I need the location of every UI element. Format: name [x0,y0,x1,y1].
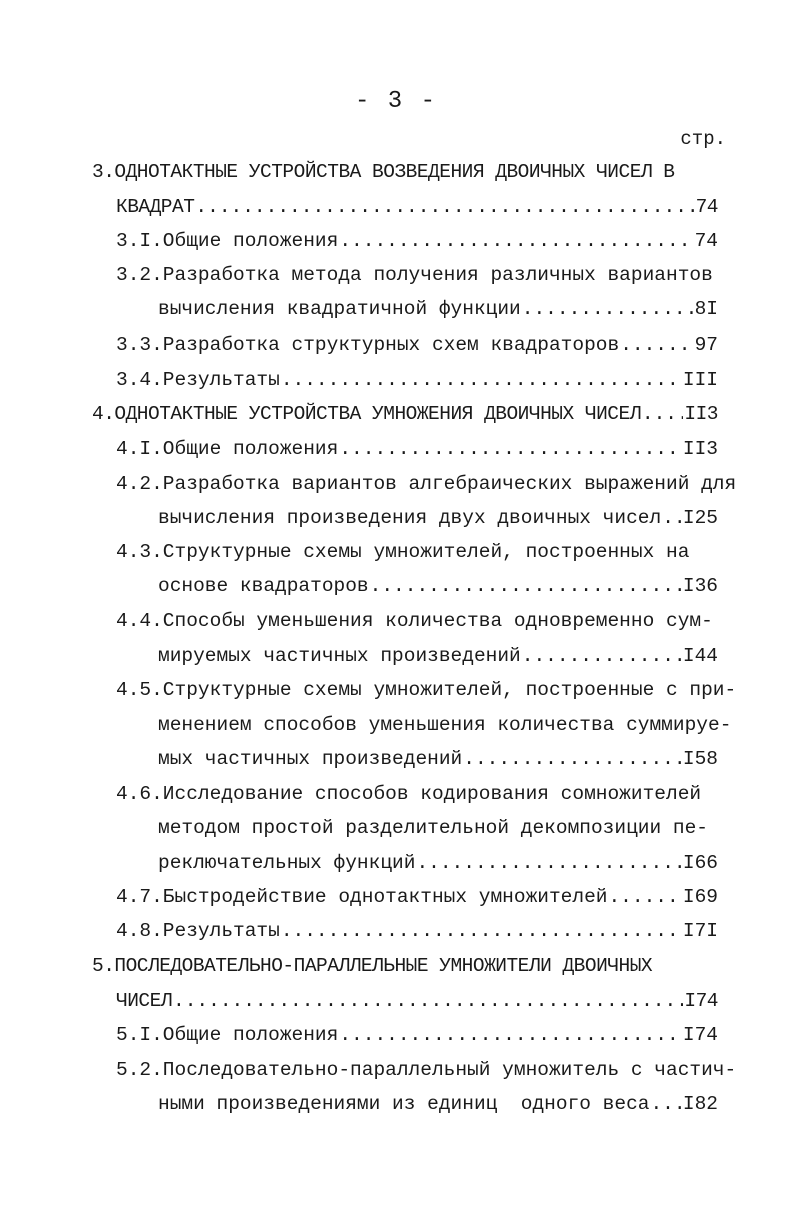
dot-leader [339,1023,682,1047]
toc-text: менением способов уменьшения количества суммируе- [158,714,732,736]
toc-section-4-6-line-2 [158,816,708,840]
toc-section-4-5-line-2 [158,713,731,737]
dot-leader [173,989,683,1013]
toc-page-number: 74 [695,196,718,218]
toc-section-3-2-line-2 [158,297,718,321]
toc-text: 3.2.Разработка метода получения различных вариантов [116,264,713,286]
dot-leader [642,402,683,426]
toc-chapter-3-title-line-1 [92,160,675,184]
toc-page-number: I74 [682,1024,718,1046]
toc-section-5-2-line-2 [158,1092,718,1116]
toc-text: вычисления квадратичной функции [158,298,521,320]
toc-section-4-6-line-3 [158,851,718,875]
toc-text: 3.4.Результаты [116,369,280,391]
toc-page-number: I44 [682,645,718,667]
toc-page-number: II3 [682,438,718,460]
toc-page-number: III [682,369,718,391]
toc-text: 4.7.Быстродействие однотактных умножителей [116,886,608,908]
toc-section-4-1 [116,437,718,461]
toc-page-number: I7I [682,920,718,942]
dot-leader [281,368,682,392]
toc-text: 4.5.Структурные схемы умножителей, построенные с при- [116,679,737,701]
dot-leader [195,195,694,219]
toc-text: ными произведениями из единиц одного веса [158,1093,650,1115]
toc-section-4-3-line-1 [116,540,689,564]
toc-text: 4.I.Общие положения [116,438,339,460]
dot-leader [339,437,682,461]
dot-leader [522,297,694,321]
toc-page-number: 97 [694,334,718,356]
toc-text: 4.3.Структурные схемы умножителей, построенных на [116,541,690,563]
toc-section-3-3 [116,333,718,357]
toc-section-3-1 [116,229,718,253]
toc-text: 4.4.Способы уменьшения количества одновременно сум- [116,610,713,632]
toc-section-4-5-line-1 [116,678,736,702]
toc-chapter-3-title-line-2 [116,195,718,219]
toc-page-number: I66 [682,852,718,874]
dot-leader [463,747,682,771]
toc-text: 5.2.Последовательно-параллельный умножитель с частич- [116,1059,737,1081]
toc-page-number: 74 [694,230,718,252]
toc-section-4-4-line-1 [116,609,713,633]
toc-text: ЧИСЕЛ [116,990,173,1012]
dot-leader [620,333,693,357]
toc-text: 5.I.Общие положения [116,1024,339,1046]
toc-chapter-4-title [92,402,718,426]
toc-page-number: 8I [694,298,718,320]
toc-page-number: I36 [682,575,718,597]
toc-text: реключательных функций [158,852,416,874]
dot-leader [522,644,682,668]
toc-chapter-5-title-line-2 [116,989,718,1013]
toc-text: 4.ОДНОТАКТНЫЕ УСТРОЙСТВА УМНОЖЕНИЯ ДВОИЧНЫХ ЧИСЕЛ [92,403,641,425]
toc-page-number: I25 [682,507,718,529]
toc-chapter-5-title-line-1 [92,954,652,978]
toc-section-3-2-line-1 [116,263,713,287]
toc-section-4-5-line-3 [158,747,718,771]
toc-text: 3.3.Разработка структурных схем квадраторов [116,334,620,356]
toc-section-4-7 [116,885,718,909]
toc-page-number: I69 [682,886,718,908]
toc-text: 3.I.Общие положения [116,230,339,252]
page-column-label: стр. [680,128,726,150]
page-number: - 3 - [354,88,437,115]
toc-text: КВАДРАТ [116,196,195,218]
dot-leader [339,229,693,253]
dot-leader [662,506,682,530]
toc-section-4-3-line-2 [158,574,718,598]
toc-page-number: II3 [684,403,718,425]
toc-page-number: I58 [682,748,718,770]
toc-text: методом простой разделительной декомпозиции пе- [158,817,708,839]
toc-text: основе квадраторов [158,575,369,597]
toc-text: 4.8.Результаты [116,920,280,942]
toc-text: вычисления произведения двух двоичных чисел [158,507,662,529]
toc-section-3-4 [116,368,718,392]
dot-leader [650,1092,681,1116]
toc-text: 3.ОДНОТАКТНЫЕ УСТРОЙСТВА ВОЗВЕДЕНИЯ ДВОИЧНЫХ ЧИСЕЛ В [92,161,675,183]
toc-text: 5.ПОСЛЕДОВАТЕЛЬНО-ПАРАЛЛЕЛЬНЫЕ УМНОЖИТЕЛИ ДВОИЧНЫХ [92,955,653,977]
dot-leader [608,885,681,909]
dot-leader [370,574,682,598]
toc-page-number: I74 [684,990,718,1012]
toc-section-4-4-line-2 [158,644,718,668]
dot-leader [281,919,682,943]
toc-text: 4.2.Разработка вариантов алгебраических выражений для [116,473,737,495]
toc-section-4-6-line-1 [116,782,701,806]
toc-section-5-1 [116,1023,718,1047]
toc-section-4-8 [116,919,718,943]
toc-text: мых частичных произведений [158,748,463,770]
dot-leader [416,851,681,875]
toc-text: мируемых частичных произведений [158,645,521,667]
toc-section-5-2-line-1 [116,1058,736,1082]
toc-section-4-2-line-1 [116,472,736,496]
toc-section-4-2-line-2 [158,506,718,530]
toc-text: 4.6.Исследование способов кодирования сомножителей [116,783,702,805]
toc-page-number: I82 [682,1093,718,1115]
